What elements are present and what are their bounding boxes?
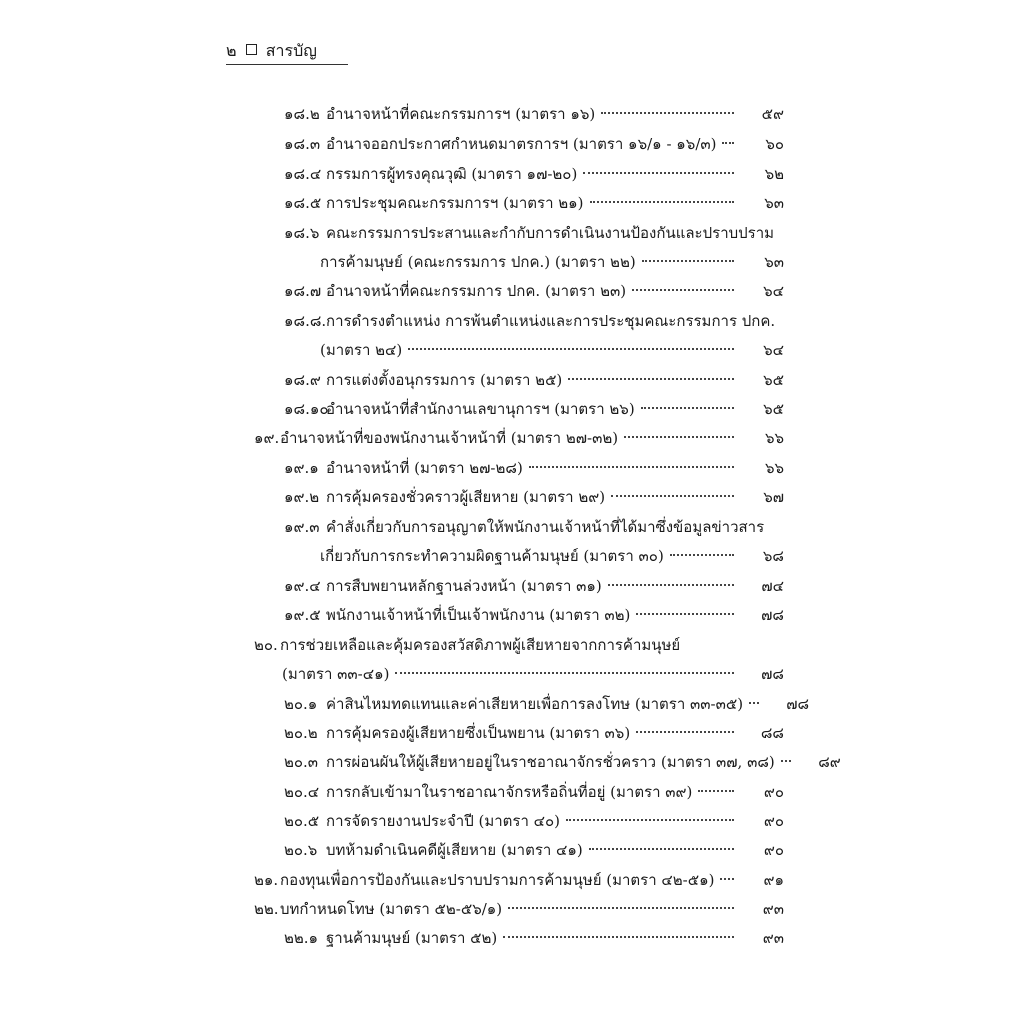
toc-entry	[320, 248, 784, 276]
toc-entry-page: ๕๙	[761, 105, 784, 123]
dot-leader	[566, 819, 734, 821]
toc-entry-number: ๑๙.๕	[284, 606, 321, 624]
toc-entry-title: (มาตรา ๒๔)	[320, 341, 403, 359]
toc-entry-title: การจัดรายงานประจำปี (มาตรา ๔๐)	[326, 812, 561, 830]
toc-entry-page: ๗๔	[761, 577, 784, 595]
toc-entry	[320, 542, 784, 570]
dot-leader	[589, 848, 734, 850]
toc-entry-page: ๙๓	[762, 929, 784, 947]
toc-entry-number: ๒๐.๒	[284, 724, 318, 742]
toc-entry	[284, 100, 784, 128]
toc-entry-title: การแต่งตั้งอนุกรรมการ (มาตรา ๒๕)	[326, 371, 563, 389]
toc-entry-title: อำนาจหน้าที่คณะกรรมการ ปกค. (มาตรา ๒๓)	[326, 282, 627, 300]
toc-entry	[284, 748, 841, 776]
toc-entry	[284, 601, 784, 629]
toc-entry	[284, 807, 784, 835]
toc-entry-page: ๘๘	[760, 724, 784, 742]
toc-entry-title: อำนาจออกประกาศกำหนดมาตรการฯ (มาตรา ๑๖/๑ - ๑๖/๓)	[326, 135, 717, 153]
toc-entry	[282, 660, 784, 688]
toc-entry	[284, 483, 784, 511]
toc-entry-number: ๑๙.	[254, 429, 280, 447]
toc-entry-title: ฐานค้ามนุษย์ (มาตรา ๕๒)	[326, 929, 498, 947]
toc-entry-page: ๘๙	[818, 753, 841, 771]
dot-leader	[611, 495, 734, 497]
toc-entry-number: ๒๐.๓	[284, 753, 319, 771]
toc-entry-number: ๑๙.๒	[284, 488, 320, 506]
toc-entry-page: ๗๘	[786, 695, 810, 713]
toc-entry-number: ๑๘.๒	[284, 105, 320, 123]
toc-entry-number: ๒๐.	[254, 636, 278, 654]
toc-entry-title: อำนาจหน้าที่คณะกรรมการฯ (มาตรา ๑๖)	[326, 105, 596, 123]
toc-entry-page: ๙๐	[763, 841, 784, 859]
toc-entry-title: การช่วยเหลือและคุ้มครองสวัสดิภาพผู้เสียหายจากการค้ามนุษย์	[280, 636, 681, 654]
toc-entry-page: ๖๔	[763, 341, 784, 359]
toc-entry	[254, 424, 784, 452]
toc-entry-number: ๒๒.	[254, 900, 279, 918]
toc-entry	[284, 572, 784, 600]
toc-entry-title: การประชุมคณะกรรมการฯ (มาตรา ๒๑)	[326, 194, 584, 212]
dot-leader	[636, 731, 734, 733]
toc-entry-number: ๑๘.๙	[284, 371, 321, 389]
dot-leader	[722, 142, 734, 144]
dot-leader	[590, 201, 734, 203]
dot-leader	[503, 936, 734, 938]
toc-entry	[284, 836, 784, 864]
toc-entry	[284, 130, 784, 158]
toc-entry-number: ๑๙.๑	[284, 459, 319, 477]
dot-leader	[568, 378, 734, 380]
toc-entry-number: ๑๙.๔	[284, 577, 321, 595]
dot-leader	[670, 554, 734, 556]
toc-entry-page: ๙๐	[763, 812, 784, 830]
toc-entry-title: กองทุนเพื่อการป้องกันและปราบปรามการค้ามนุษย์ (มาตรา ๔๒-๕๑)	[280, 871, 715, 889]
dot-leader	[698, 790, 734, 792]
toc-entry-number: ๑๘.๓	[284, 135, 321, 153]
dot-leader	[601, 112, 734, 114]
dot-leader	[641, 407, 734, 409]
toc-entry	[284, 307, 784, 335]
toc-entry	[254, 631, 784, 659]
toc-entry	[284, 189, 784, 217]
toc-entry	[254, 866, 784, 894]
header-page-number: ๒	[226, 41, 237, 60]
dot-leader	[529, 466, 734, 468]
toc-entry-page: ๖๘	[762, 547, 784, 565]
toc-entry	[284, 219, 784, 247]
toc-entry-number: ๒๐.๑	[284, 695, 318, 713]
toc-entry-title: อำนาจหน้าที่ (มาตรา ๒๗-๒๘)	[326, 459, 523, 477]
dot-leader	[636, 613, 734, 615]
toc-entry-page: ๖๔	[763, 282, 784, 300]
toc-entry-page: ๖๕	[763, 400, 784, 418]
toc-entry	[284, 719, 784, 747]
toc-entry-title: การคุ้มครองชั่วคราวผู้เสียหาย (มาตรา ๒๙)	[326, 488, 606, 506]
toc-entry-number: ๒๑.	[254, 871, 279, 889]
toc-entry	[284, 160, 784, 188]
toc-entry-page: ๖๒	[764, 165, 784, 183]
toc-entry-page: ๙๓	[762, 900, 784, 918]
toc-entry	[254, 895, 784, 923]
toc-entry-page: ๙๑	[763, 871, 784, 889]
dot-leader	[642, 260, 734, 262]
toc-entry	[284, 395, 784, 423]
toc-entry-page: ๖๗	[763, 488, 784, 506]
toc-entry-title: (มาตรา ๓๓-๔๑)	[282, 665, 390, 683]
toc-entry-number: ๑๘.๔	[284, 165, 322, 183]
dot-leader	[720, 878, 734, 880]
toc-entry	[284, 366, 784, 394]
dot-leader	[508, 907, 734, 909]
toc-entry-title: คำสั่งเกี่ยวกับการอนุญาตให้พนักงานเจ้าหน้าที่ได้มาซึ่งข้อมูลข่าวสาร	[326, 518, 765, 536]
toc-entry-title: คณะกรรมการประสานและกำกับการดำเนินงานป้องกันและปราบปราม	[326, 224, 775, 242]
toc-entry-title: การค้ามนุษย์ (คณะกรรมการ ปกค.) (มาตรา ๒๒)	[320, 253, 636, 271]
toc-entry-page: ๖๓	[764, 253, 784, 271]
toc-entry-page: ๖๕	[763, 371, 784, 389]
toc-entry	[320, 336, 784, 364]
toc-entry	[284, 454, 784, 482]
toc-entry-title: กรรมการผู้ทรงคุณวุฒิ (มาตรา ๑๗-๒๐)	[326, 165, 578, 183]
toc-entry-number: ๑๘.๕	[284, 194, 322, 212]
toc-entry-title: การสืบพยานหลักฐานล่วงหน้า (มาตรา ๓๑)	[326, 577, 602, 595]
toc-entry-title: การคุ้มครองผู้เสียหายซึ่งเป็นพยาน (มาตรา ๓๖)	[326, 724, 631, 742]
toc-entry	[284, 690, 810, 718]
toc-entry-number: ๑๘.๖	[284, 224, 320, 242]
toc-entry-number: ๑๘.๘.	[284, 312, 327, 330]
toc-entry-number: ๑๘.๗	[284, 282, 322, 300]
toc-entry-title: อำนาจหน้าที่สำนักงานเลขานุการฯ (มาตรา ๒๖)	[326, 400, 635, 418]
running-head	[226, 40, 348, 65]
dot-leader	[749, 702, 759, 704]
toc-entry	[284, 924, 784, 952]
toc-entry-page: ๗๘	[761, 606, 784, 624]
toc-entry-page: ๖๓	[764, 194, 784, 212]
toc-entry	[284, 277, 784, 305]
dot-leader	[781, 760, 791, 762]
header-title: สารบัญ	[265, 41, 317, 60]
toc-entry-number: ๒๐.๕	[284, 812, 320, 830]
dot-leader	[632, 289, 734, 291]
toc-entry-number: ๑๙.๓	[284, 518, 320, 536]
toc-entry-title: อำนาจหน้าที่ของพนักงานเจ้าหน้าที่ (มาตรา ๒๗-๓๒)	[280, 429, 619, 447]
toc-entry	[284, 513, 784, 541]
toc-entry-number: ๒๐.๔	[284, 783, 320, 801]
toc-entry	[284, 778, 784, 806]
toc-entry-page: ๙๐	[763, 783, 784, 801]
toc-entry-number: ๒๐.๖	[284, 841, 318, 859]
toc-entry-page: ๖๖	[764, 429, 784, 447]
square-bullet-icon	[246, 44, 257, 55]
toc-entry-title: การผ่อนผันให้ผู้เสียหายอยู่ในราชอาณาจักรชั่วคราว (มาตรา ๓๗, ๓๘)	[326, 753, 775, 771]
toc-entry-title: เกี่ยวกับการกระทำความผิดฐานค้ามนุษย์ (มาตรา ๓๐)	[320, 547, 664, 565]
toc-entry-title: บทห้ามดำเนินคดีผู้เสียหาย (มาตรา ๔๑)	[326, 841, 583, 859]
toc-entry-title: การกลับเข้ามาในราชอาณาจักรหรือถิ่นที่อยู่ (มาตรา ๓๙)	[326, 783, 693, 801]
toc-entry-page: ๖๖	[764, 459, 784, 477]
toc-entry-title: บทกำหนดโทษ (มาตรา ๕๒-๕๖/๑)	[280, 900, 503, 918]
dot-leader	[408, 348, 734, 350]
toc-entry-page: ๗๘	[761, 665, 784, 683]
toc-entry-title: พนักงานเจ้าหน้าที่เป็นเจ้าพนักงาน (มาตรา ๓๒)	[326, 606, 631, 624]
dot-leader	[583, 172, 734, 174]
toc-entry-number: ๒๒.๑	[284, 929, 319, 947]
toc-entry-title: การดำรงตำแหน่ง การพ้นตำแหน่งและการประชุมคณะกรรมการ ปกค.	[326, 312, 776, 330]
toc-entry-number: ๑๘.๑๐	[284, 400, 329, 418]
dot-leader	[395, 672, 734, 674]
dot-leader	[624, 436, 734, 438]
toc-entry-title: ค่าสินไหมทดแทนและค่าเสียหายเพื่อการลงโทษ (มาตรา ๓๓-๓๕)	[326, 695, 744, 713]
dot-leader	[608, 584, 734, 586]
toc-entry-page: ๖๐	[765, 135, 784, 153]
